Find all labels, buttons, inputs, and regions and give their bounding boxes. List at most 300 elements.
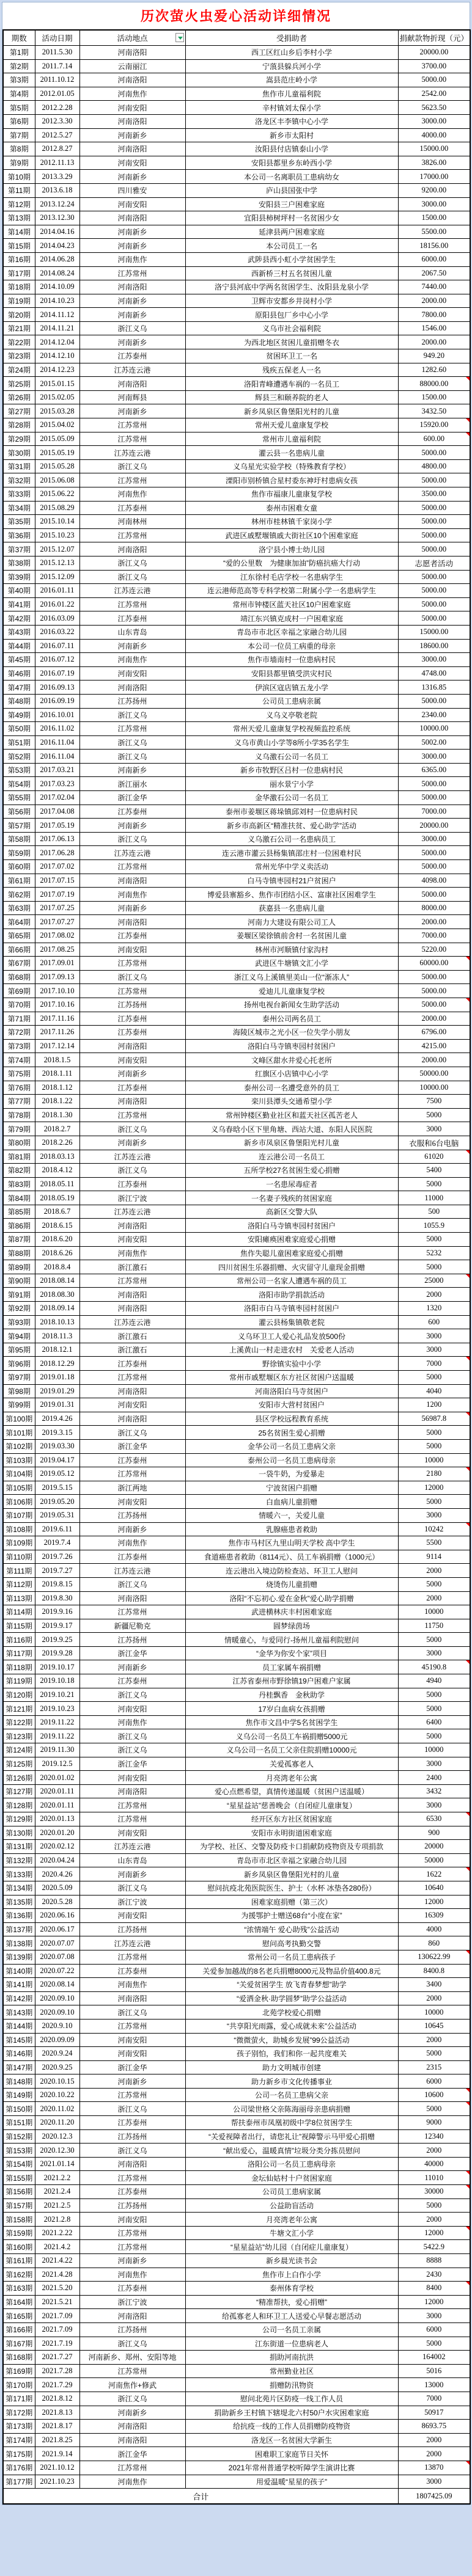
cell-value[interactable]: 11000 bbox=[398, 1191, 470, 1205]
cell-location[interactable]: 江苏泰州 bbox=[79, 805, 185, 819]
cell-value[interactable]: 10242 bbox=[398, 1522, 470, 1536]
cell-location[interactable]: 江苏常州 bbox=[79, 1467, 185, 1481]
cell-period[interactable]: 第141期 bbox=[3, 1978, 35, 1992]
cell-location[interactable]: 河南新乡 bbox=[79, 2074, 185, 2089]
cell-period[interactable]: 第115期 bbox=[3, 1619, 35, 1633]
cell-date[interactable]: 2018.1.12 bbox=[35, 1081, 79, 1095]
cell-period[interactable]: 第43期 bbox=[3, 625, 35, 639]
cell-period[interactable]: 第78期 bbox=[3, 1108, 35, 1122]
cell-period[interactable]: 第32期 bbox=[3, 473, 35, 487]
cell-value[interactable]: 10000 bbox=[398, 1605, 470, 1619]
cell-period[interactable]: 第49期 bbox=[3, 708, 35, 722]
cell-location[interactable]: 江苏常州 bbox=[79, 2461, 185, 2475]
cell-value[interactable]: 130622.99 bbox=[398, 1950, 470, 1964]
cell-period[interactable]: 第89期 bbox=[3, 1260, 35, 1274]
cell-recipient[interactable]: 困难家庭捐赠（第三次） bbox=[185, 1895, 398, 1909]
cell-date[interactable]: 2018.2.26 bbox=[35, 1136, 79, 1150]
cell-recipient[interactable]: 捐赠防汛物资 bbox=[185, 2378, 398, 2392]
cell-value[interactable]: 8400 bbox=[398, 2282, 470, 2296]
cell-period[interactable]: 第86期 bbox=[3, 1219, 35, 1233]
cell-recipient[interactable]: 灌云县杨集镇敬老院 bbox=[185, 1315, 398, 1329]
cell-recipient[interactable]: “精准帮扶，爱心捐赠” bbox=[185, 2295, 398, 2309]
cell-location[interactable]: 江苏扬州 bbox=[79, 694, 185, 708]
cell-period[interactable]: 第152期 bbox=[3, 2129, 35, 2144]
cell-period[interactable]: 第6期 bbox=[3, 114, 35, 128]
cell-value[interactable]: 5000.00 bbox=[398, 597, 470, 611]
cell-period[interactable]: 第173期 bbox=[3, 2420, 35, 2434]
cell-recipient[interactable]: 宁波贫困户捐赠 bbox=[185, 1481, 398, 1495]
cell-period[interactable]: 第42期 bbox=[3, 611, 35, 626]
cell-recipient[interactable]: 连云港师范高等专科学校第二附属小学一名患病学生 bbox=[185, 584, 398, 598]
cell-date[interactable]: 2014.11.21 bbox=[35, 321, 79, 335]
cell-location[interactable]: 浙江义乌 bbox=[79, 1881, 185, 1895]
cell-date[interactable]: 2018.05.11 bbox=[35, 1177, 79, 1191]
cell-period[interactable]: 第55期 bbox=[3, 791, 35, 805]
cell-period[interactable]: 第33期 bbox=[3, 487, 35, 502]
cell-date[interactable]: 2019.7.27 bbox=[35, 1564, 79, 1578]
cell-recipient[interactable]: 乳腺癌患者救助 bbox=[185, 1522, 398, 1536]
cell-recipient[interactable]: 焦作市马村区九里山明天学校 高中学生 bbox=[185, 1536, 398, 1550]
cell-location[interactable]: 浙江义乌 bbox=[79, 708, 185, 722]
cell-location[interactable]: 浙江金华 bbox=[79, 791, 185, 805]
cell-location[interactable]: 江苏扬州 bbox=[79, 2129, 185, 2144]
cell-date[interactable]: 2021.2.5 bbox=[35, 2198, 79, 2213]
cell-location[interactable]: 河南洛阳 bbox=[79, 73, 185, 87]
cell-value[interactable]: 6000 bbox=[398, 2074, 470, 2089]
cell-date[interactable]: 2017.04.08 bbox=[35, 805, 79, 819]
cell-value[interactable]: 8000.00 bbox=[398, 901, 470, 915]
cell-value[interactable]: 5000 bbox=[398, 1688, 470, 1702]
cell-period[interactable]: 第116期 bbox=[3, 1633, 35, 1647]
cell-period[interactable]: 第25期 bbox=[3, 377, 35, 391]
cell-value[interactable]: 2000 bbox=[398, 2433, 470, 2447]
cell-value[interactable]: 5000.00 bbox=[398, 888, 470, 902]
cell-date[interactable]: 2018.08.14 bbox=[35, 1274, 79, 1288]
cell-value[interactable]: 5000.00 bbox=[398, 515, 470, 529]
cell-date[interactable]: 2019.10.23 bbox=[35, 1702, 79, 1716]
cell-period[interactable]: 第16期 bbox=[3, 252, 35, 266]
cell-value[interactable]: 900 bbox=[398, 1826, 470, 1840]
cell-recipient[interactable]: 卫辉市安都乡井岗村小学 bbox=[185, 294, 398, 308]
cell-date[interactable]: 2019.10.18 bbox=[35, 1674, 79, 1688]
cell-value[interactable]: 20000.00 bbox=[398, 46, 470, 60]
cell-value[interactable]: 1546.00 bbox=[398, 321, 470, 335]
cell-value[interactable]: 16309 bbox=[398, 1909, 470, 1923]
cell-value[interactable]: 17000.00 bbox=[398, 170, 470, 184]
cell-value[interactable]: 10000.00 bbox=[398, 722, 470, 736]
cell-value[interactable]: 3000 bbox=[398, 1646, 470, 1660]
cell-location[interactable]: 江苏扬州 bbox=[79, 1922, 185, 1936]
cell-recipient[interactable]: 公司梁世格父亲陈海丽母亲患病捐赠 bbox=[185, 2102, 398, 2116]
cell-date[interactable]: 2019.01.29 bbox=[35, 1384, 79, 1398]
cell-location[interactable]: 浙江义乌 bbox=[79, 1426, 185, 1440]
cell-value[interactable]: 2400 bbox=[398, 1771, 470, 1785]
cell-date[interactable]: 2021.5.21 bbox=[35, 2295, 79, 2309]
cell-value[interactable]: 15000.00 bbox=[398, 142, 470, 156]
cell-recipient[interactable]: 贫困环卫工一名 bbox=[185, 349, 398, 363]
cell-value[interactable]: 5000.00 bbox=[398, 860, 470, 874]
cell-date[interactable]: 2017.06.28 bbox=[35, 846, 79, 860]
cell-location[interactable]: 江苏连云港 bbox=[79, 1564, 185, 1578]
cell-recipient[interactable]: “微微萤火，助城乡发展”99公益活动 bbox=[185, 2033, 398, 2047]
cell-recipient[interactable]: 洛阳公司一名员工患病母亲 bbox=[185, 2157, 398, 2171]
cell-period[interactable]: 第79期 bbox=[3, 1122, 35, 1136]
cell-date[interactable]: 2020.09.10 bbox=[35, 1991, 79, 2005]
cell-recipient[interactable]: 情暖童心，与爱同行-扬州儿童福利院慰问 bbox=[185, 1633, 398, 1647]
cell-period[interactable]: 第12期 bbox=[3, 197, 35, 211]
cell-period[interactable]: 第7期 bbox=[3, 128, 35, 142]
cell-recipient[interactable]: 常州市儿童福利院 bbox=[185, 432, 398, 446]
cell-period[interactable]: 第147期 bbox=[3, 2060, 35, 2074]
cell-location[interactable]: 江苏扬州 bbox=[79, 1508, 185, 1522]
cell-value[interactable]: 5000 bbox=[398, 1426, 470, 1440]
cell-period[interactable]: 第65期 bbox=[3, 929, 35, 943]
cell-recipient[interactable]: 义乌激石公司一名患病员工 bbox=[185, 832, 398, 846]
cell-period[interactable]: 第133期 bbox=[3, 1867, 35, 1881]
cell-location[interactable]: 浙江义乌 bbox=[79, 2102, 185, 2116]
cell-period[interactable]: 第139期 bbox=[3, 1950, 35, 1964]
cell-period[interactable]: 第165期 bbox=[3, 2309, 35, 2323]
cell-period[interactable]: 第155期 bbox=[3, 2171, 35, 2185]
cell-date[interactable]: 2019.05.20 bbox=[35, 1495, 79, 1509]
cell-recipient[interactable]: 义乌公司一名员工父亲住院捐赠10000元 bbox=[185, 1743, 398, 1757]
cell-location[interactable]: 河南安阳 bbox=[79, 1495, 185, 1509]
cell-recipient[interactable]: 捐助河南抗洪 bbox=[185, 2351, 398, 2365]
cell-recipient[interactable]: 义乌春晗小区下里角塘、西站大道、东阳人民医院 bbox=[185, 1122, 398, 1136]
cell-period[interactable]: 第77期 bbox=[3, 1095, 35, 1109]
cell-location[interactable]: 河南洛阳 bbox=[79, 1039, 185, 1053]
cell-value[interactable]: 56987.8 bbox=[398, 1412, 470, 1426]
cell-location[interactable]: 河南焦作 bbox=[79, 487, 185, 502]
cell-recipient[interactable]: 安阳县三户困难家庭 bbox=[185, 197, 398, 211]
cell-location[interactable]: 河南新乡 bbox=[79, 170, 185, 184]
cell-period[interactable]: 第100期 bbox=[3, 1412, 35, 1426]
cell-value[interactable]: 2000 bbox=[398, 1288, 470, 1302]
cell-period[interactable]: 第66期 bbox=[3, 943, 35, 957]
cell-value[interactable]: 12340 bbox=[398, 2129, 470, 2144]
cell-value[interactable]: 10600 bbox=[398, 2088, 470, 2102]
cell-period[interactable]: 第69期 bbox=[3, 984, 35, 998]
cell-date[interactable]: 2016.10.01 bbox=[35, 708, 79, 722]
cell-location[interactable]: 江苏泰州 bbox=[79, 611, 185, 626]
cell-location[interactable]: 江苏常州 bbox=[79, 597, 185, 611]
cell-period[interactable]: 第23期 bbox=[3, 349, 35, 363]
cell-recipient[interactable]: 青岛市市北区幸福之家融合幼儿园 bbox=[185, 1853, 398, 1867]
cell-recipient[interactable]: 洛阳白马寺镇枣园村贫困户 bbox=[185, 1039, 398, 1053]
cell-recipient[interactable]: 焦作市上白作小学 bbox=[185, 2268, 398, 2282]
cell-period[interactable]: 第17期 bbox=[3, 266, 35, 280]
cell-date[interactable]: 2015.05.09 bbox=[35, 432, 79, 446]
cell-location[interactable]: 河南新乡 bbox=[79, 1522, 185, 1536]
cell-date[interactable]: 2014.12.10 bbox=[35, 349, 79, 363]
cell-location[interactable]: 浙江义乌 bbox=[79, 1122, 185, 1136]
cell-recipient[interactable]: 白血病儿童捐赠 bbox=[185, 1495, 398, 1509]
cell-date[interactable]: 2021.7.29 bbox=[35, 2378, 79, 2392]
cell-date[interactable]: 2011.5.30 bbox=[35, 46, 79, 60]
cell-recipient[interactable]: 金坛仙姑村十户贫困家庭 bbox=[185, 2171, 398, 2185]
cell-recipient[interactable]: “献出爱心，温暖真情”垃圾分类分拣员慰问 bbox=[185, 2144, 398, 2158]
cell-date[interactable]: 2020.12.30 bbox=[35, 2144, 79, 2158]
cell-value[interactable]: 5623.50 bbox=[398, 101, 470, 115]
cell-date[interactable]: 2018.6.15 bbox=[35, 1219, 79, 1233]
cell-date[interactable]: 2021.4.28 bbox=[35, 2268, 79, 2282]
cell-period[interactable]: 第93期 bbox=[3, 1315, 35, 1329]
cell-recipient[interactable]: “关爱贫困学生 放飞青春梦想”助学 bbox=[185, 1978, 398, 1992]
cell-period[interactable]: 第170期 bbox=[3, 2378, 35, 2392]
cell-recipient[interactable]: 洛阳市白马寺镇枣园村贫困户 bbox=[185, 1302, 398, 1316]
cell-period[interactable]: 第35期 bbox=[3, 515, 35, 529]
cell-date[interactable]: 2019.05.12 bbox=[35, 1467, 79, 1481]
cell-value[interactable]: 4215.00 bbox=[398, 1039, 470, 1053]
cell-date[interactable]: 2020.07.22 bbox=[35, 1964, 79, 1978]
cell-location[interactable]: 河南洛阳 bbox=[79, 211, 185, 225]
cell-period[interactable]: 第107期 bbox=[3, 1508, 35, 1522]
cell-recipient[interactable]: 河南力大建设有限公司工人 bbox=[185, 915, 398, 929]
cell-recipient[interactable]: 林州市河顺镇付家沟村 bbox=[185, 943, 398, 957]
cell-recipient[interactable]: 慰问高考执勤交警 bbox=[185, 1936, 398, 1950]
cell-recipient[interactable]: 公司一名员工患病父亲 bbox=[185, 2088, 398, 2102]
cell-value[interactable]: 1282.60 bbox=[398, 363, 470, 377]
cell-value[interactable]: 2000 bbox=[398, 2213, 470, 2227]
cell-location[interactable]: 河南新乡 bbox=[79, 1660, 185, 1674]
cell-date[interactable]: 2021.8.17 bbox=[35, 2420, 79, 2434]
cell-location[interactable]: 浙江金华 bbox=[79, 1646, 185, 1660]
cell-value[interactable]: 5016 bbox=[398, 2364, 470, 2378]
cell-date[interactable]: 2015.10.14 bbox=[35, 515, 79, 529]
cell-date[interactable]: 2019.03.30 bbox=[35, 1439, 79, 1453]
cell-date[interactable]: 2015.12.09 bbox=[35, 570, 79, 584]
cell-value[interactable]: 11010 bbox=[398, 2171, 470, 2185]
cell-value[interactable]: 5000 bbox=[398, 1233, 470, 1247]
cell-date[interactable]: 2021.2.22 bbox=[35, 2226, 79, 2240]
cell-period[interactable]: 第47期 bbox=[3, 680, 35, 695]
cell-location[interactable]: 江苏连云港 bbox=[79, 363, 185, 377]
cell-location[interactable]: 江苏常州 bbox=[79, 266, 185, 280]
cell-recipient[interactable]: 助力新乡市文化传播事业 bbox=[185, 2074, 398, 2089]
cell-location[interactable]: 浙江义乌 bbox=[79, 459, 185, 473]
cell-value[interactable]: 4800.00 bbox=[398, 459, 470, 473]
cell-value[interactable]: 5000.00 bbox=[398, 846, 470, 860]
cell-recipient[interactable]: 情暖六一，关爱儿童 bbox=[185, 1508, 398, 1522]
cell-recipient[interactable]: 慰问北苑片区防疫一线工作人员 bbox=[185, 2392, 398, 2406]
cell-value[interactable]: 6400 bbox=[398, 1715, 470, 1729]
cell-recipient[interactable]: 宜阳县柿树坪村一名贫困少女 bbox=[185, 211, 398, 225]
cell-period[interactable]: 第44期 bbox=[3, 639, 35, 653]
cell-value[interactable]: 18600.00 bbox=[398, 639, 470, 653]
cell-date[interactable]: 2018.2.7 bbox=[35, 1122, 79, 1136]
cell-date[interactable]: 2019.01.31 bbox=[35, 1398, 79, 1412]
cell-location[interactable]: 江苏泰州 bbox=[79, 501, 185, 515]
cell-period[interactable]: 第120期 bbox=[3, 1688, 35, 1702]
cell-recipient[interactable]: 公司一名员工亲属 bbox=[185, 2322, 398, 2337]
cell-period[interactable]: 第175期 bbox=[3, 2447, 35, 2461]
cell-date[interactable]: 2016.07.12 bbox=[35, 653, 79, 667]
cell-value[interactable]: 4940 bbox=[398, 1674, 470, 1688]
cell-recipient[interactable]: 辉县三和颐养院的老人 bbox=[185, 390, 398, 404]
cell-value[interactable]: 12000 bbox=[398, 2295, 470, 2309]
cell-date[interactable]: 2015.02.05 bbox=[35, 390, 79, 404]
cell-date[interactable]: 2019.7.4 bbox=[35, 1536, 79, 1550]
cell-date[interactable]: 2016.03.22 bbox=[35, 625, 79, 639]
cell-recipient[interactable]: 捐助新乡王村镇下辖堤北六村50户水灾困难家庭 bbox=[185, 2406, 398, 2420]
cell-period[interactable]: 第14期 bbox=[3, 225, 35, 239]
cell-date[interactable]: 2015.12.13 bbox=[35, 556, 79, 570]
cell-recipient[interactable]: 慰问抗疫北苑医院医生、护士（水杯 冰垫各280份） bbox=[185, 1881, 398, 1895]
cell-period[interactable]: 第72期 bbox=[3, 1026, 35, 1040]
cell-location[interactable]: 浙江义乌 bbox=[79, 321, 185, 335]
cell-date[interactable]: 2015.08.29 bbox=[35, 501, 79, 515]
cell-date[interactable]: 2021.10.12 bbox=[35, 2461, 79, 2475]
cell-date[interactable]: 2011.7.14 bbox=[35, 59, 79, 73]
cell-location[interactable]: 河南新乡 bbox=[79, 901, 185, 915]
cell-value[interactable]: 5000 bbox=[398, 1633, 470, 1647]
cell-value[interactable]: 7000 bbox=[398, 2392, 470, 2406]
cell-location[interactable]: 河南焦作+修武 bbox=[79, 2378, 185, 2392]
cell-period[interactable]: 第64期 bbox=[3, 915, 35, 929]
cell-location[interactable]: 河南新乡 bbox=[79, 225, 185, 239]
cell-period[interactable]: 第153期 bbox=[3, 2144, 35, 2158]
cell-recipient[interactable]: 为学校、社区、交警及防疫卡口捐献防疫物资及专项捐款 bbox=[185, 1840, 398, 1854]
cell-value[interactable]: 1500.00 bbox=[398, 211, 470, 225]
cell-recipient[interactable]: 一名妻子残疾的贫困家庭 bbox=[185, 1191, 398, 1205]
cell-date[interactable]: 2021.7.09 bbox=[35, 2309, 79, 2323]
cell-date[interactable]: 2018.6.20 bbox=[35, 1233, 79, 1247]
cell-recipient[interactable]: 江苏省泰州市野徐镇19户困难户家属 bbox=[185, 1674, 398, 1688]
cell-period[interactable]: 第15期 bbox=[3, 239, 35, 253]
cell-value[interactable]: 3500.00 bbox=[398, 487, 470, 502]
cell-recipient[interactable]: 青岛市市北区幸福之家融合幼儿园 bbox=[185, 625, 398, 639]
cell-location[interactable]: 江苏常州 bbox=[79, 2364, 185, 2378]
cell-recipient[interactable]: 溧阳市别桥镇合星村委东神圩村患病女孩 bbox=[185, 473, 398, 487]
cell-location[interactable]: 江苏常州 bbox=[79, 1371, 185, 1385]
cell-period[interactable]: 第112期 bbox=[3, 1577, 35, 1591]
cell-value[interactable]: 10640 bbox=[398, 1881, 470, 1895]
cell-location[interactable]: 浙江金华 bbox=[79, 2447, 185, 2461]
cell-location[interactable]: 河南洛阳 bbox=[79, 1384, 185, 1398]
cell-date[interactable]: 2018.1.30 bbox=[35, 1108, 79, 1122]
cell-location[interactable]: 江苏常州 bbox=[79, 1798, 185, 1812]
cell-value[interactable]: 3400 bbox=[398, 1978, 470, 1992]
cell-period[interactable]: 第136期 bbox=[3, 1909, 35, 1923]
cell-value[interactable]: 2000 bbox=[398, 1991, 470, 2005]
cell-location[interactable]: 河南林州 bbox=[79, 515, 185, 529]
cell-period[interactable]: 第22期 bbox=[3, 335, 35, 349]
cell-location[interactable]: 河南洛阳 bbox=[79, 114, 185, 128]
cell-value[interactable]: 7800.00 bbox=[398, 308, 470, 322]
cell-value[interactable]: 5000.00 bbox=[398, 984, 470, 998]
cell-location[interactable]: 河南焦作 bbox=[79, 2475, 185, 2489]
cell-location[interactable]: 河南洛阳 bbox=[79, 1302, 185, 1316]
cell-location[interactable]: 浙江义乌 bbox=[79, 2337, 185, 2351]
cell-period[interactable]: 第51期 bbox=[3, 735, 35, 750]
cell-value[interactable]: 18156.00 bbox=[398, 239, 470, 253]
cell-date[interactable]: 2013.3.29 bbox=[35, 170, 79, 184]
cell-location[interactable]: 河南洛阳 bbox=[79, 1219, 185, 1233]
cell-recipient[interactable]: 一袋牛奶，为爱暴走 bbox=[185, 1467, 398, 1481]
cell-location[interactable]: 浙江义乌 bbox=[79, 970, 185, 984]
cell-recipient[interactable]: 烧烫伤儿童捐赠 bbox=[185, 1577, 398, 1591]
cell-location[interactable]: 江苏常州 bbox=[79, 1605, 185, 1619]
cell-location[interactable]: 江苏常州 bbox=[79, 2171, 185, 2185]
cell-recipient[interactable]: 17岁白血病女孩捐赠 bbox=[185, 1702, 398, 1716]
cell-value[interactable]: 2000 bbox=[398, 1591, 470, 1605]
cell-date[interactable]: 2017.11.16 bbox=[35, 1012, 79, 1026]
cell-period[interactable]: 第76期 bbox=[3, 1081, 35, 1095]
cell-location[interactable]: 河南安阳 bbox=[79, 156, 185, 170]
cell-recipient[interactable]: 残疾五保老人一名 bbox=[185, 363, 398, 377]
cell-location[interactable]: 河南安阳 bbox=[79, 2033, 185, 2047]
cell-value[interactable]: 5000.00 bbox=[398, 777, 470, 791]
cell-period[interactable]: 第156期 bbox=[3, 2185, 35, 2199]
cell-location[interactable]: 浙江激石 bbox=[79, 1343, 185, 1357]
cell-date[interactable]: 2020.11.02 bbox=[35, 2102, 79, 2116]
cell-value[interactable]: 2430 bbox=[398, 2268, 470, 2282]
cell-recipient[interactable]: 连云港出入境边防检查站、环卫工人慰问 bbox=[185, 1564, 398, 1578]
cell-period[interactable]: 第174期 bbox=[3, 2433, 35, 2447]
cell-period[interactable]: 第9期 bbox=[3, 156, 35, 170]
cell-date[interactable]: 2015.05.19 bbox=[35, 446, 79, 460]
cell-value[interactable]: 20000.00 bbox=[398, 819, 470, 833]
cell-location[interactable]: 山东青岛 bbox=[79, 1853, 185, 1867]
cell-value[interactable]: 15000.00 bbox=[398, 625, 470, 639]
cell-location[interactable]: 浙江义乌 bbox=[79, 2392, 185, 2406]
cell-value[interactable]: 6530 bbox=[398, 1812, 470, 1826]
cell-date[interactable]: 2020.01.02 bbox=[35, 1771, 79, 1785]
cell-value[interactable]: 6000.00 bbox=[398, 252, 470, 266]
cell-location[interactable]: 河南新乡 bbox=[79, 128, 185, 142]
cell-location[interactable]: 河南焦作 bbox=[79, 1246, 185, 1260]
cell-location[interactable]: 河南新乡 bbox=[79, 819, 185, 833]
cell-recipient[interactable]: 月亮湾老年公寓 bbox=[185, 1771, 398, 1785]
cell-location[interactable]: 江苏常州 bbox=[79, 528, 185, 542]
cell-period[interactable]: 第41期 bbox=[3, 597, 35, 611]
cell-recipient[interactable]: 泰州市困难女童 bbox=[185, 501, 398, 515]
cell-recipient[interactable]: 江东徐村毛店学校一名患病学生 bbox=[185, 570, 398, 584]
cell-date[interactable]: 2019.12.5 bbox=[35, 1757, 79, 1771]
cell-value[interactable]: 2000.00 bbox=[398, 335, 470, 349]
cell-date[interactable]: 2017.07.25 bbox=[35, 901, 79, 915]
cell-date[interactable]: 2021.8.25 bbox=[35, 2433, 79, 2447]
cell-location[interactable]: 江苏常州 bbox=[79, 2226, 185, 2240]
cell-date[interactable]: 2016.03.09 bbox=[35, 611, 79, 626]
cell-period[interactable]: 第109期 bbox=[3, 1536, 35, 1550]
cell-value[interactable]: 7440.00 bbox=[398, 280, 470, 294]
cell-value[interactable]: 志愿者活动 bbox=[398, 556, 470, 570]
cell-value[interactable]: 12000 bbox=[398, 1895, 470, 1909]
cell-recipient[interactable]: 牛塘文汇小学 bbox=[185, 2226, 398, 2240]
cell-location[interactable]: 河南新乡 bbox=[79, 1867, 185, 1881]
cell-date[interactable]: 2018.1.11 bbox=[35, 1067, 79, 1081]
cell-period[interactable]: 第29期 bbox=[3, 432, 35, 446]
cell-date[interactable]: 2017.11.26 bbox=[35, 1026, 79, 1040]
cell-date[interactable]: 2019.6.11 bbox=[35, 1522, 79, 1536]
cell-period[interactable]: 第62期 bbox=[3, 888, 35, 902]
cell-recipient[interactable]: 辛村镇刘太保小学 bbox=[185, 101, 398, 115]
cell-value[interactable]: 6000 bbox=[398, 2322, 470, 2337]
cell-value[interactable]: 5000.00 bbox=[398, 694, 470, 708]
cell-recipient[interactable]: 给孤寡老人和环卫工人送爱心早餐志愿活动 bbox=[185, 2309, 398, 2323]
cell-location[interactable]: 河南洛阳 bbox=[79, 2420, 185, 2434]
cell-value[interactable]: 9200.00 bbox=[398, 183, 470, 197]
cell-value[interactable]: 8888 bbox=[398, 2254, 470, 2268]
cell-date[interactable]: 2017.07.15 bbox=[35, 874, 79, 888]
cell-period[interactable]: 第149期 bbox=[3, 2088, 35, 2102]
cell-recipient[interactable]: 本公司一位员工病重的母亲 bbox=[185, 639, 398, 653]
cell-value[interactable]: 2000 bbox=[398, 1564, 470, 1578]
cell-date[interactable]: 2020.09.10 bbox=[35, 2005, 79, 2020]
cell-date[interactable]: 2020.11.20 bbox=[35, 2116, 79, 2130]
cell-location[interactable]: 河南安阳 bbox=[79, 1233, 185, 1247]
